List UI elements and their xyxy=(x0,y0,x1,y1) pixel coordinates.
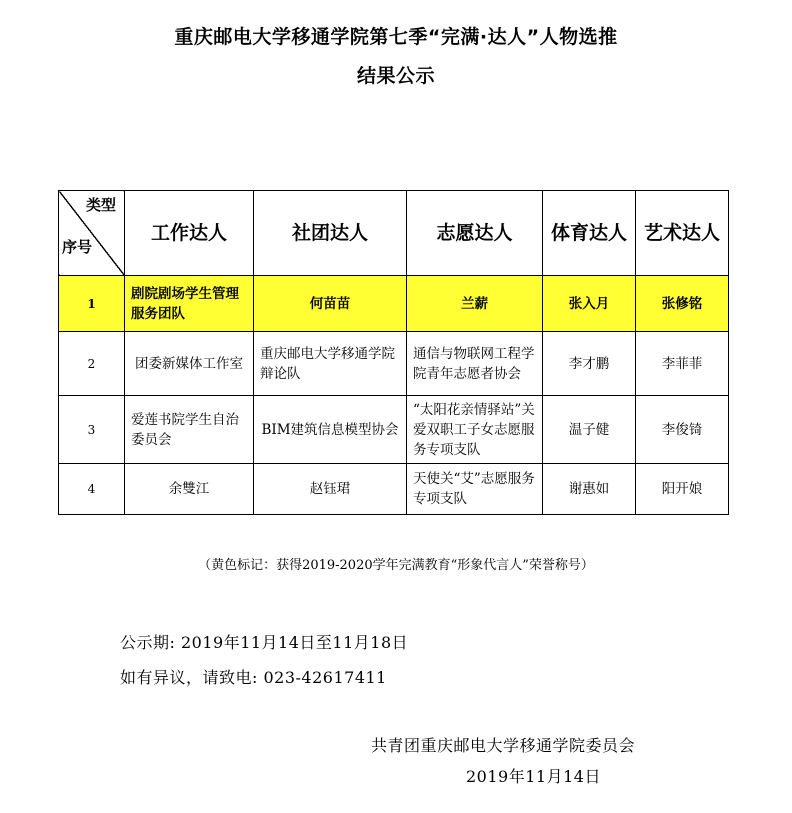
club-cell: 何苗苗 xyxy=(254,276,407,332)
row-number: 3 xyxy=(59,396,125,464)
volunteer-cell: 通信与物联网工程学院青年志愿者协会 xyxy=(407,332,543,396)
art-cell: 李菲菲 xyxy=(636,332,729,396)
column-header-work: 工作达人 xyxy=(125,191,254,276)
art-cell: 张修铭 xyxy=(636,276,729,332)
work-cell: 团委新媒体工作室 xyxy=(125,332,254,396)
art-cell: 李俊锜 xyxy=(636,396,729,464)
signature-org: 共青团重庆邮电大学移通学院委员会 xyxy=(371,736,636,755)
table-row xyxy=(59,396,729,464)
table-header-row xyxy=(59,191,729,276)
row-number: 4 xyxy=(59,464,125,515)
header-type-label: 类型 xyxy=(85,196,116,214)
table-row xyxy=(59,276,729,332)
page-title: 重庆邮电大学移通学院第七季“完满·达人”人物选推 xyxy=(174,26,618,48)
sport-cell: 李才鹏 xyxy=(543,332,636,396)
club-cell: 赵钰珺 xyxy=(254,464,407,515)
table-row xyxy=(59,464,729,515)
work-cell: 余雙江 xyxy=(125,464,254,515)
column-header-art: 艺术达人 xyxy=(636,191,729,276)
results-table xyxy=(58,190,729,515)
header-seq-label: 序号 xyxy=(62,238,93,256)
signature-date: 2019年11月14日 xyxy=(466,767,601,786)
column-header-sport: 体育达人 xyxy=(543,191,636,276)
volunteer-cell: “太阳花亲情驿站”关爱双职工子女志愿服务专项支队 xyxy=(407,396,543,464)
table-row xyxy=(59,332,729,396)
page-subtitle: 结果公示 xyxy=(356,65,435,87)
row-number: 2 xyxy=(59,332,125,396)
announce-period: 公示期: 2019年11月14日至11月18日 xyxy=(120,633,409,652)
diagonal-header-cell xyxy=(59,191,125,276)
column-header-club: 社团达人 xyxy=(254,191,407,276)
highlight-note: （黄色标记：获得2019-2020学年完满教育“形象代言人”荣誉称号） xyxy=(198,558,594,573)
club-cell: BIM建筑信息模型协会 xyxy=(254,396,407,464)
column-header-volunteer: 志愿达人 xyxy=(407,191,543,276)
club-cell: 重庆邮电大学移通学院辩论队 xyxy=(254,332,407,396)
work-cell: 爱莲书院学生自治委员会 xyxy=(125,396,254,464)
contact-line: 如有异议，请致电: 023-42617411 xyxy=(120,668,387,687)
volunteer-cell: 兰薪 xyxy=(407,276,543,332)
work-cell: 剧院剧场学生管理服务团队 xyxy=(125,276,254,332)
row-number: 1 xyxy=(59,276,125,332)
art-cell: 阳开娘 xyxy=(636,464,729,515)
sport-cell: 温子健 xyxy=(543,396,636,464)
sport-cell: 谢惠如 xyxy=(543,464,636,515)
volunteer-cell: 天使关“艾”志愿服务专项支队 xyxy=(407,464,543,515)
sport-cell: 张入月 xyxy=(543,276,636,332)
